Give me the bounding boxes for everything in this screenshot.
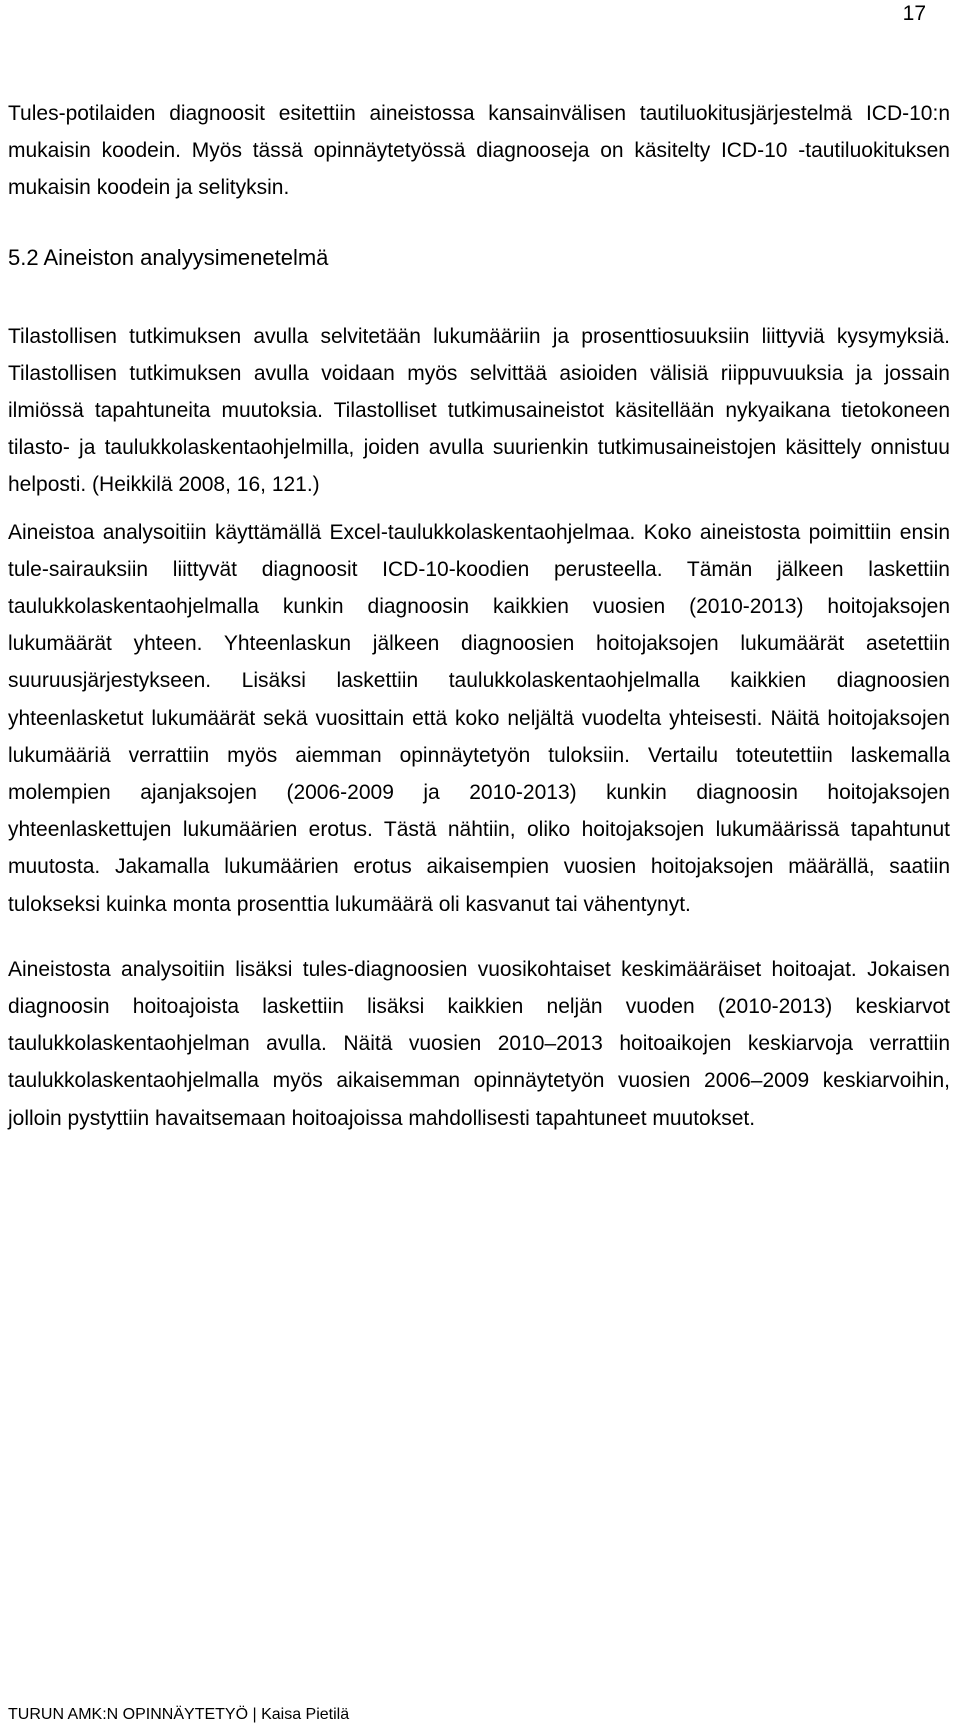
section-heading: 5.2 Aineiston analyysimenetelmä: [8, 244, 329, 270]
paragraph-analysis-method: Aineistoa analysoitiin käyttämällä Excel-taulukkolaskentaohjelmaa. Koko aineistosta poimittiin ensin tule-sairauksiin liittyvät diagnoosit ICD-10-koodien perusteella. Tämän jälkeen laskettiin taulukkolaskentaohjelmalla kunkin diagnoosin kaikkien vuosien (2010-2013) hoitojaksojen lukumäärät yhteen. Yhteenlaskun jälkeen diagnoosien hoitojaksojen lukumäärät asetettiin suuruusjärjestykseen. Lisäksi laskettiin taulukkolaskentaohjelmalla kaikkien diagnoosien yhteenlasketut lukumäärät sekä vuosittain että koko neljältä vuodelta yhteisesti. Näitä hoitojaksojen lukumääriä verrattiin myös aiemman opinnäytetyön tuloksiin. Vertailu toteutettiin laskemalla molempien ajanjaksojen (2006-2009 ja 2010-2013) kunkin diagnoosin hoitojaksojen yhteenlaskettujen lukumäärien erotus. Tästä nähtiin, oliko hoitojaksojen lukumäärissä tapahtunut muutosta. Jakamalla lukumäärien erotus aikaisempien vuosien hoitojaksojen määrällä, saatiin tulokseksi kuinka monta prosenttia lukumäärä oli kasvanut tai vähentynyt.: [8, 520, 950, 916]
paragraph-statistics: Tilastollisen tutkimuksen avulla selvitetään lukumääriin ja prosenttiosuuksiin liittyviä kysymyksiä. Tilastollisen tutkimuksen avulla voidaan myös selvittää asioiden välisiä riippuvuuksia ja jossain ilmiössä tapahtuneita muutoksia. Tilastolliset tutkimusaineistot käsitellään nykyaikana tietokoneen tilasto- ja taulukkolaskentaohjelmilla, joiden avulla suurienkin tutkimusaineistojen käsittely onnistuu helposti. (Heikkilä 2008, 16, 121.): [8, 324, 950, 497]
page-number: 17: [902, 2, 926, 25]
page-footer: TURUN AMK:N OPINNÄYTETYÖ | Kaisa Pietilä: [8, 1706, 350, 1723]
paragraph-treatment-times: Aineistosta analysoitiin lisäksi tules-diagnoosien vuosikohtaiset keskimääräiset hoitoajat. Jokaisen diagnoosin hoitoajoista laskettiin lisäksi kaikkien neljän vuoden (2010-2013) keskiarvot taulukkolaskentaohjelman avulla. Näitä vuosien 2010–2013 hoitoaikojen keskiarvoja verrattiin taulukkolaskentaohjelmalla myös aikaisemman opinnäytetyön vuosien 2006–2009 keskiarvoihin, jolloin pystyttiin havaitsemaan hoitoajoissa mahdollisesti tapahtuneet muutokset.: [8, 957, 950, 1130]
intro-paragraph: Tules-potilaiden diagnoosit esitettiin aineistossa kansainvälisen tautiluokitusjärjestelmä ICD-10:n mukaisin koodein. Myös tässä opinnäytetyössä diagnooseja on käsitelty ICD-10 -tautiluokituksen mukaisin koodein ja selityksin.: [8, 102, 950, 200]
document-body: [8, 95, 950, 1137]
